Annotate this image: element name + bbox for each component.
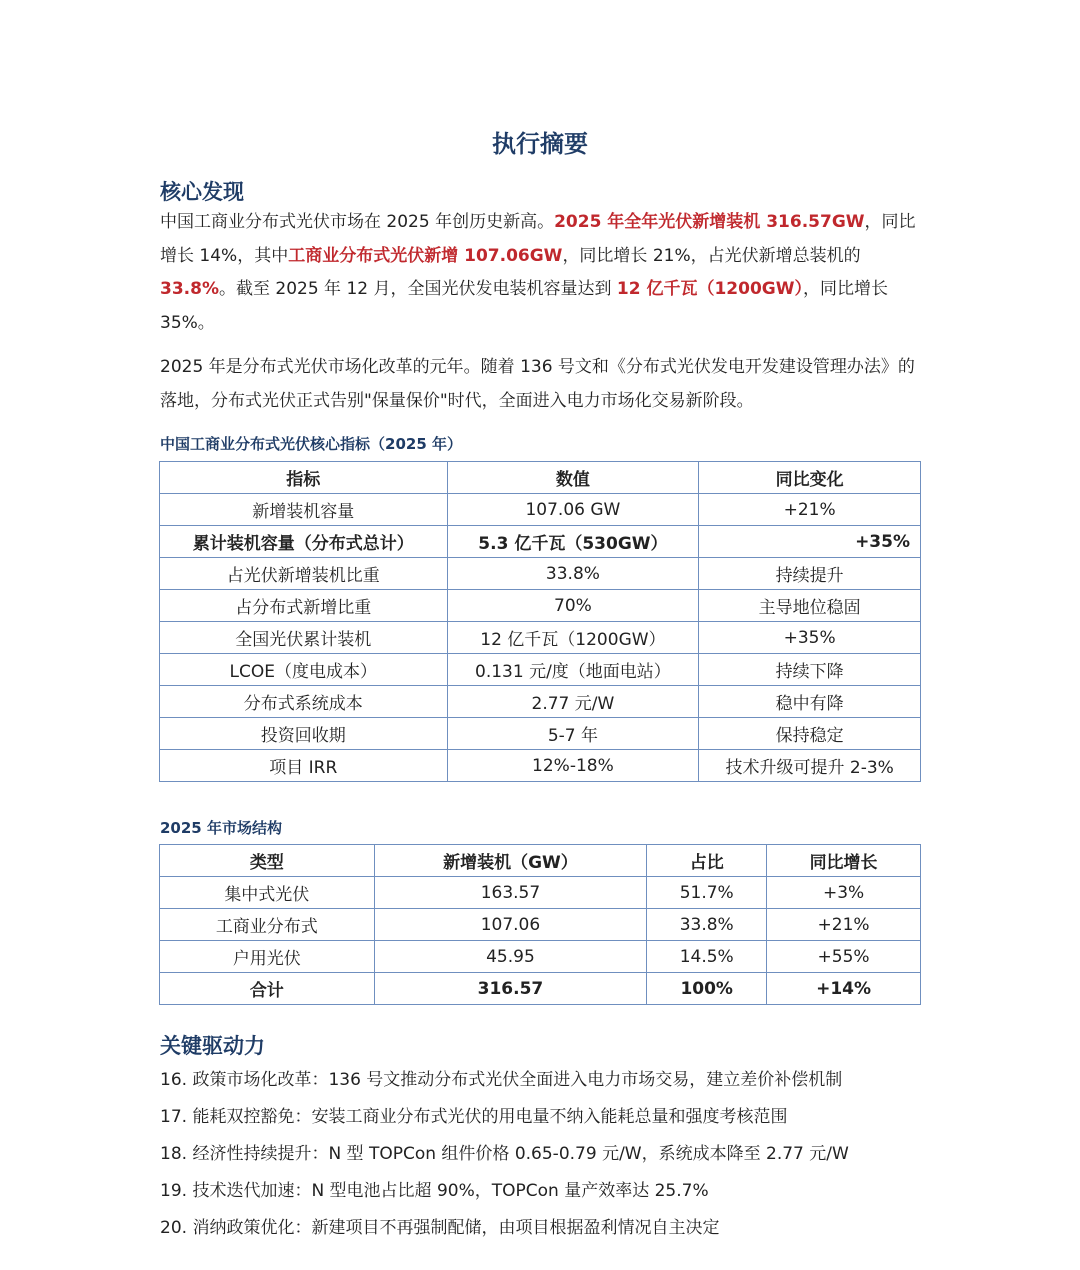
p1-highlight-share: 33.8% (160, 279, 219, 299)
table-cell: 33.8% (447, 558, 699, 590)
p1-text-2: ，同比增长 14%，其中 (160, 212, 916, 266)
table-cell: 新增装机容量 (160, 494, 448, 526)
indicators-table (159, 461, 921, 782)
p1-highlight-ci-install: 工商业分布式光伏新增 107.06GW (288, 245, 563, 266)
table-cell: +21% (699, 494, 921, 526)
table-cell: 占光伏新增装机比重 (160, 558, 448, 590)
table-cell: 分布式系统成本 (160, 686, 448, 718)
core-findings-paragraph-2: 2025 年是分布式光伏市场化改革的元年。随着 136 号文和《分布式光伏发电开发建设管理办法》的落地，分布式光伏正式告别"保量保价"时代，全面进入电力市场化交易新阶段。 (160, 357, 915, 411)
table-cell: 合计 (160, 973, 375, 1005)
p1-text-1: 中国工商业分布式光伏市场在 2025 年创历史新高。 (160, 212, 555, 232)
table-cell: 45.95 (374, 941, 647, 973)
table-cell: 持续下降 (699, 654, 921, 686)
table-cell: 工商业分布式 (160, 909, 375, 941)
header-cell: 占比 (647, 845, 767, 877)
p1-text-5: ，同比增长 35%。 (160, 279, 889, 333)
table-row (160, 558, 921, 590)
table-cell: 项目 IRR (160, 750, 448, 782)
table-header-row (160, 845, 921, 877)
table-cell: 技术升级可提升 2-3% (699, 750, 921, 782)
header-cell: 同比增长 (767, 845, 921, 877)
core-findings-heading: 核心发现 (160, 180, 244, 204)
table-cell: 户用光伏 (160, 941, 375, 973)
list-item: 18. 经济性持续提升：N 型 TOPCon 组件价格 0.65-0.79 元/W，系统成本降至 2.77 元/W (160, 1144, 849, 1164)
table-row (160, 941, 921, 973)
header-cell: 指标 (160, 462, 448, 494)
table-cell: 2.77 元/W (447, 686, 699, 718)
structure-table-caption: 2025 年市场结构 (160, 819, 282, 837)
table-cell: +21% (767, 909, 921, 941)
table-cell: 投资回收期 (160, 718, 448, 750)
table-row (160, 494, 921, 526)
header-cell: 新增装机（GW） (374, 845, 647, 877)
header-cell: 同比变化 (699, 462, 921, 494)
table-cell: 持续提升 (699, 558, 921, 590)
table-row (160, 590, 921, 622)
table-row (160, 877, 921, 909)
table-row (160, 718, 921, 750)
table-total-row (160, 973, 921, 1005)
table-cell: 70% (447, 590, 699, 622)
header-cell: 类型 (160, 845, 375, 877)
structure-table (159, 844, 921, 1005)
table-cell: 107.06 (374, 909, 647, 941)
list-item: 20. 消纳政策优化：新建项目不再强制配储，由项目根据盈利情况自主决定 (160, 1218, 720, 1238)
table-cell: 12 亿千瓦（1200GW） (447, 622, 699, 654)
p1-text-3: ，同比增长 21%，占光伏新增总装机的 (562, 245, 861, 266)
table-cell: 5-7 年 (447, 718, 699, 750)
list-item: 16. 政策市场化改革：136 号文推动分布式光伏全面进入电力市场交易，建立差价补偿机制 (160, 1070, 843, 1090)
table-cell: 5.3 亿千瓦（530GW） (447, 526, 699, 558)
table-cell: +14% (767, 973, 921, 1005)
table-row (160, 750, 921, 782)
table-cell: +55% (767, 941, 921, 973)
indicators-table-caption: 中国工商业分布式光伏核心指标（2025 年） (160, 435, 462, 453)
table-row (160, 686, 921, 718)
table-cell: 14.5% (647, 941, 767, 973)
table-cell: 33.8% (647, 909, 767, 941)
table-cell: 累计装机容量（分布式总计） (160, 526, 448, 558)
table-cell: 316.57 (374, 973, 647, 1005)
core-findings-paragraph-1 (160, 206, 930, 340)
table-cell: +3% (767, 877, 921, 909)
table-cell: 稳中有降 (699, 686, 921, 718)
table-cell: +35% (699, 622, 921, 654)
table-cell: 100% (647, 973, 767, 1005)
table-cell: 12%-18% (447, 750, 699, 782)
list-item: 19. 技术迭代加速：N 型电池占比超 90%，TOPCon 量产效率达 25.7% (160, 1181, 709, 1201)
key-drivers-list (160, 1062, 849, 1247)
table-cell: 主导地位稳固 (699, 590, 921, 622)
table-row (160, 654, 921, 686)
table-cell: 保持稳定 (699, 718, 921, 750)
table-cell: LCOE（度电成本） (160, 654, 448, 686)
p1-highlight-total-install: 2025 年全年光伏新增装机 316.57GW (554, 212, 865, 232)
table-cell: 107.06 GW (447, 494, 699, 526)
table-row (160, 526, 921, 558)
table-cell: 0.131 元/度（地面电站） (447, 654, 699, 686)
p1-highlight-capacity: 12 亿千瓦（1200GW） (616, 279, 804, 299)
table-cell: 集中式光伏 (160, 877, 375, 909)
page-title: 执行摘要 (492, 130, 588, 158)
table-row (160, 909, 921, 941)
table-cell: +35% (699, 526, 921, 558)
header-cell: 数值 (447, 462, 699, 494)
table-cell: 占分布式新增比重 (160, 590, 448, 622)
p1-text-4: 。截至 2025 年 12 月，全国光伏发电装机容量达到 (218, 279, 617, 299)
list-item: 17. 能耗双控豁免：安装工商业分布式光伏的用电量不纳入能耗总量和强度考核范围 (160, 1107, 788, 1127)
table-header-row (160, 462, 921, 494)
key-drivers-heading: 关键驱动力 (160, 1034, 265, 1058)
table-cell: 51.7% (647, 877, 767, 909)
table-row (160, 622, 921, 654)
table-cell: 全国光伏累计装机 (160, 622, 448, 654)
table-cell: 163.57 (374, 877, 647, 909)
